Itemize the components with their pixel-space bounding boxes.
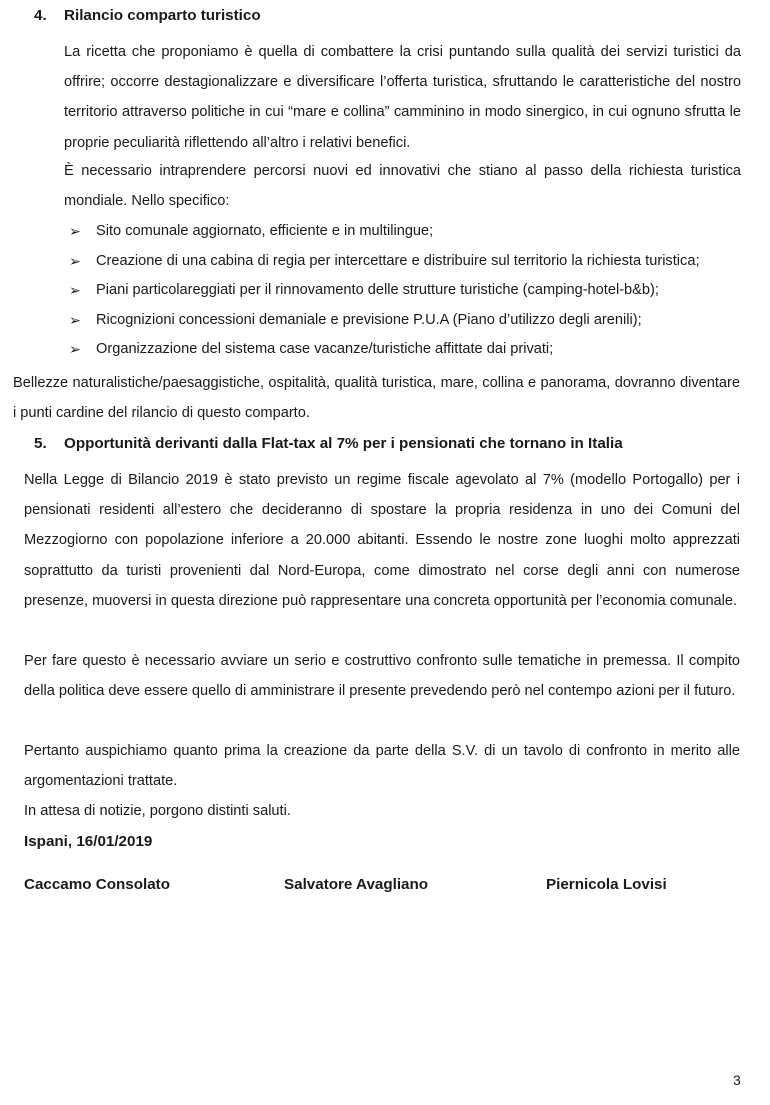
list-item: ➢ Ricognizioni concessioni demaniale e previsione P.U.A (Piano d’utilizzo degli arenili); [64,306,744,336]
section-5-paragraph-2: Per fare questo è necessario avviare un serio e costruttivo confronto sulle tematiche in premessa. Il compito della politica deve essere quello di amministrare il presente prevedendo però nel contempo azioni per il futuro. [24,653,740,700]
list-item: ➢ Organizzazione del sistema case vacanze/turistiche affittate dai privati; [64,335,744,365]
section-5-paragraph-4: In attesa di notizie, porgono distinti saluti. [24,803,291,819]
list-item: ➢ Creazione di una cabina di regia per intercettare e distribuire sul territorio la richiesta turistica; [64,247,744,277]
section-4-intro-2: È necessario intraprendere percorsi nuovi ed innovativi che stiano al passo della richiesta turistica mondiale. Nello specifico: [64,163,741,210]
section-5-paragraph-3: Pertanto auspichiamo quanto prima la creazione da parte della S.V. di un tavolo di confronto in merito alle argomentazioni trattate. [24,743,740,790]
section-5-paragraph-1: Nella Legge di Bilancio 2019 è stato previsto un regime fiscale agevolato al 7% (modello Portogallo) per i pensionati residenti all’estero che decideranno di spostare la propria residenza in uno dei Comuni del Mezzogiorno con popolazione inferiore a 20.000 abitanti. Essendo le nostre zone luoghi molto apprezzati soprattutto da turisti provenienti dal Nord-Europa, come dimostrato nel corse degli anni con numerose presenze, muoversi in questa direzione può rappresentare una concreta opportunità per l’economia comunale. [24,472,740,609]
page-number: 3 [733,1072,741,1088]
arrow-right-icon: ➢ [69,341,81,357]
section-5-number: 5. [34,435,47,452]
arrow-right-icon: ➢ [69,311,81,328]
signatory-3: Piernicola Lovisi [546,876,667,893]
signatory-2: Salvatore Avagliano [284,876,429,893]
section-4-number: 4. [34,7,47,24]
section-4-bullet-list [64,217,744,365]
arrow-right-icon: ➢ [69,223,81,239]
signatory-1: Caccamo Consolato [24,876,171,893]
arrow-right-icon: ➢ [69,282,81,298]
section-4-intro: La ricetta che proponiamo è quella di combattere la crisi puntando sulla qualità dei servizi turistici da offrire; occorre destagionalizzare e diversificare l’offerta turistica, sfruttando le caratteristiche del nostro territorio attraverso politiche in cui “mare e collina” camminino in modo sinergico, in cui ognuno sfrutta le proprie peculiarità riflettendo all’altro i relativi benefici. [64,44,741,151]
place-date: Ispani, 16/01/2019 [24,833,153,850]
list-item: ➢ Sito comunale aggiornato, efficiente e in multilingue; [64,217,744,247]
section-5-heading [34,435,623,452]
list-item: ➢ Piani particolareggiati per il rinnovamento delle strutture turistiche (camping-hotel-b&b); [64,276,744,306]
section-4-title: Rilancio comparto turistico [64,7,261,24]
arrow-right-icon: ➢ [69,252,81,269]
section-5-title: Opportunità derivanti dalla Flat-tax al 7% per i pensionati che tornano in Italia [64,435,623,452]
section-4-closing: Bellezze naturalistiche/paesaggistiche, ospitalità, qualità turistica, mare, collina e panorama, dovranno diventare i punti cardine del rilancio di questo comparto. [13,375,740,422]
section-4-heading [34,7,261,24]
